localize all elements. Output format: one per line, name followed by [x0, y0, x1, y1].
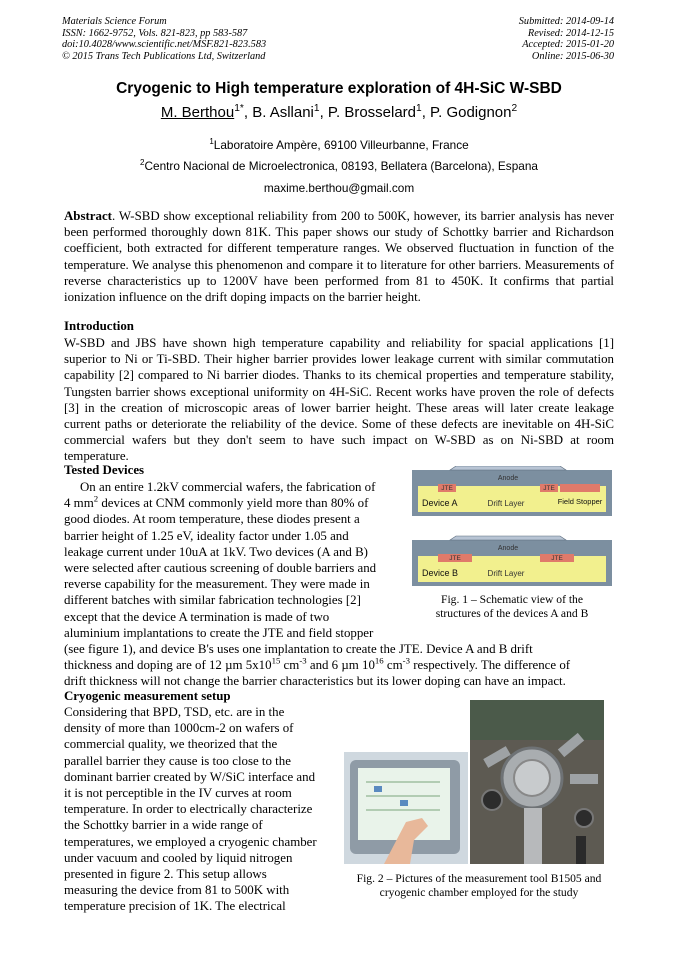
caption-line: structures of the devices A and B — [435, 607, 589, 620]
text-line: it is not perceptible in the IV curves at room — [64, 786, 292, 801]
anode-b — [450, 536, 566, 540]
author-email: maxime.berthou@gmail.com — [263, 181, 415, 195]
text-line: dominant barrier created by W/SiC interface and — [64, 769, 316, 784]
author-name: P. Godignon — [430, 104, 512, 121]
affiliation-sup: 2 — [140, 158, 145, 168]
doi-line: doi:10.4028/www.scientific.net/MSF.821-823.583 — [62, 39, 267, 51]
text-line: aluminium implantations to create the JTE and field stopper — [64, 625, 374, 640]
chamber-port — [570, 774, 598, 784]
text-line: measuring the device from 81 to 500K with — [64, 883, 290, 898]
author-name: P. Brosselard — [327, 104, 417, 121]
text-line: were selected after cautious screening of double barriers and — [64, 561, 377, 576]
text-line — [64, 657, 614, 673]
text-line: the Schottky barrier in a wide range of — [64, 818, 263, 833]
text-line: temperature. In order to electrically characterize — [64, 802, 313, 817]
figure-2-caption — [338, 872, 620, 900]
drift-label: Drift Layer — [487, 499, 525, 508]
chamber-window — [514, 760, 550, 796]
device-b-label: Device B — [422, 568, 459, 578]
jte-label: JTE — [449, 555, 461, 562]
text-segment: and 6 µm 10 — [306, 658, 375, 673]
abstract-text: . W-SBD show exceptional reliability from 200 to 500K, however, its barrier analysis has never been performed thoroughly down 81K. This paper shows our study of Schottky barrier and Richardson coefficient, both extracted for different temperature ranges. We observed fluctuation in function of the temperature. We analyse this phenomenon and compare it to literature for other barriers. Measurements of reverse characteristics up to 1200V have been performed from 81 to 450K. It confirms that partial ionization influence on the drift doping impacts on the barrier height. — [64, 209, 614, 305]
accepted-date: Accepted: 2015-01-20 — [522, 39, 614, 51]
flange-ring — [482, 790, 502, 810]
copyright-line: © 2015 Trans Tech Publications Ltd, Switzerland — [62, 50, 266, 62]
cryogenic-chamber-photo — [470, 700, 604, 864]
cable — [576, 836, 586, 864]
anode-label: Anode — [497, 545, 519, 552]
field-stopper-region — [560, 484, 600, 492]
introduction-heading: Introduction — [64, 319, 134, 333]
text-line: temperature precision of 1K. The electrical — [64, 899, 286, 914]
support-column — [524, 808, 542, 864]
text-line: commercial quality, we theorized that the — [64, 737, 278, 752]
figure-1-caption — [410, 593, 614, 621]
text-line: presented in figure 2. This setup allows — [64, 867, 267, 882]
superscript: 15 — [271, 655, 281, 666]
text-line — [64, 495, 399, 511]
submitted-date: Submitted: 2014-09-14 — [518, 16, 614, 27]
online-date: Online: 2015-06-30 — [531, 50, 614, 62]
author-list: M. Berthou$^{1*}$, B. Asllani$^1$, P. Brosselard$^1$, P. Godignon$^2$ — [160, 103, 518, 121]
text-line: reverse capability for the measurement. They were made in — [64, 577, 370, 592]
cryogenic-column — [64, 704, 332, 915]
text-line: On an entire 1.2kV commercial wafers, the fabrication of — [80, 480, 376, 494]
screen-widget — [374, 786, 382, 792]
superscript: -3 — [402, 655, 410, 666]
text-segment: thickness and doping are of 12 µm 5x10 — [64, 658, 272, 673]
author-sup: 2 — [511, 103, 518, 114]
author-name: M. Berthou — [160, 104, 235, 121]
jte-label: JTE — [551, 555, 563, 562]
text-line: different batches with similar fabrication technologies [2] — [64, 593, 361, 608]
text-line: temperatures, we employed a cryogenic chamber — [64, 834, 317, 849]
affiliation-sup: 1 — [209, 137, 214, 147]
anode-a — [450, 466, 566, 470]
anode-label: Anode — [497, 475, 519, 482]
measurement-tool-photo — [344, 752, 468, 864]
text-line: barrier height of 1.25 eV, ideality factor under 1.05 and — [64, 528, 349, 543]
abstract-label: Abstract — [64, 209, 112, 223]
revised-date: Revised: 2014-12-15 — [527, 27, 614, 39]
text-line: (see figure 1), and device B's uses one implantation to create the JTE. Device A and B drift — [64, 642, 533, 656]
jte-label: JTE — [441, 485, 453, 492]
caption-line: cryogenic chamber employed for the study — [379, 886, 579, 899]
flange-ring — [575, 809, 593, 827]
text-line: density of more than 1000cm-2 on wafers of — [64, 721, 294, 736]
paper-title: Cryogenic to High temperature exploration of 4H-SiC W-SBD — [116, 80, 562, 97]
device-a-label: Device A — [422, 498, 458, 508]
caption-line: Fig. 2 – Pictures of the measurement tool B1505 and — [356, 872, 602, 885]
author-name: B. Asllani — [252, 104, 314, 121]
author-sup: 1* — [234, 103, 244, 114]
affiliation-text: Centro Nacional de Microelectronica, 08193, Bellatera (Barcelona), Espana — [144, 159, 538, 173]
tested-devices-column — [64, 479, 399, 641]
superscript: -3 — [299, 655, 307, 666]
drift-label: Drift Layer — [487, 569, 525, 578]
superscript: 2 — [93, 493, 99, 504]
journal-info — [62, 16, 266, 62]
text-segment: respectively. The difference of — [409, 658, 571, 673]
text-segment: 4 mm — [64, 496, 94, 511]
text-line: leakage current under 10uA at 1kV. Two devices (A and B) — [64, 544, 368, 559]
journal-name: Materials Science Forum — [62, 16, 167, 27]
author-sup: 1 — [313, 103, 320, 114]
dates-info — [519, 16, 614, 62]
affiliation-text: Laboratoire Ampère, 69100 Villeurbanne, France — [213, 138, 469, 152]
text-line: drift thickness will not change the barrier characteristics but its lower doping can have an impact. — [64, 674, 566, 689]
text-segment: cm — [383, 658, 403, 673]
device-structure-figure — [410, 466, 614, 592]
introduction-text: W-SBD and JBS have shown high temperature capability and reliability for spacial applications [1] superior to Ni or Ti-SBD. Their higher barrier provides lower leakage current with similar commutation capability [2] compared to Ni barrier diodes. Thanks to its chemical properties and temperature stability, Tungsten barrier shows exceptional uniformity on 4H-SiC. Recent works have proven the role of defects [3] in the creation of microscopic areas of lower barrier height. These areas will later create leakage current paths or deteriorate the reliability of the device. Some of these defects are inevitable on 4H-SiC commercial wafers but they don't seem to have such impact on W-SBD as on Ni-SBD at room temperature. — [64, 336, 614, 464]
issn-line: ISSN: 1662-9752, Vols. 821-823, pp 583-587 — [62, 27, 248, 39]
jte-label: JTE — [543, 485, 555, 492]
superscript: 16 — [374, 655, 384, 666]
photo-upper-region — [470, 700, 604, 740]
abstract — [64, 208, 614, 305]
field-stopper-label: Field Stopper — [557, 497, 603, 506]
text-line: good diodes. At room temperature, these diodes present a — [64, 512, 360, 527]
affiliation-2 — [0, 159, 678, 173]
text-line: parallel barrier they cause is too close to the — [64, 753, 291, 768]
author-sup: 1 — [416, 103, 422, 114]
affiliation-1 — [0, 138, 678, 152]
tested-devices-continued — [64, 641, 614, 690]
cryogenic-heading: Cryogenic measurement setup — [64, 689, 231, 703]
screen-widget — [400, 800, 408, 806]
caption-line: Fig. 1 – Schematic view of the — [441, 593, 583, 606]
text-line: under vacuum and cooled by liquid nitrogen — [64, 850, 293, 865]
measurement-setup-photos — [344, 700, 614, 866]
text-line: Considering that BPD, TSD, etc. are in the — [64, 705, 285, 719]
text-segment: devices at CNM commonly yield more than 80% of — [98, 496, 369, 511]
text-line: except that the device A termination is made of two — [64, 609, 330, 624]
tested-devices-heading: Tested Devices — [64, 463, 145, 477]
text-segment: cm — [280, 658, 300, 673]
